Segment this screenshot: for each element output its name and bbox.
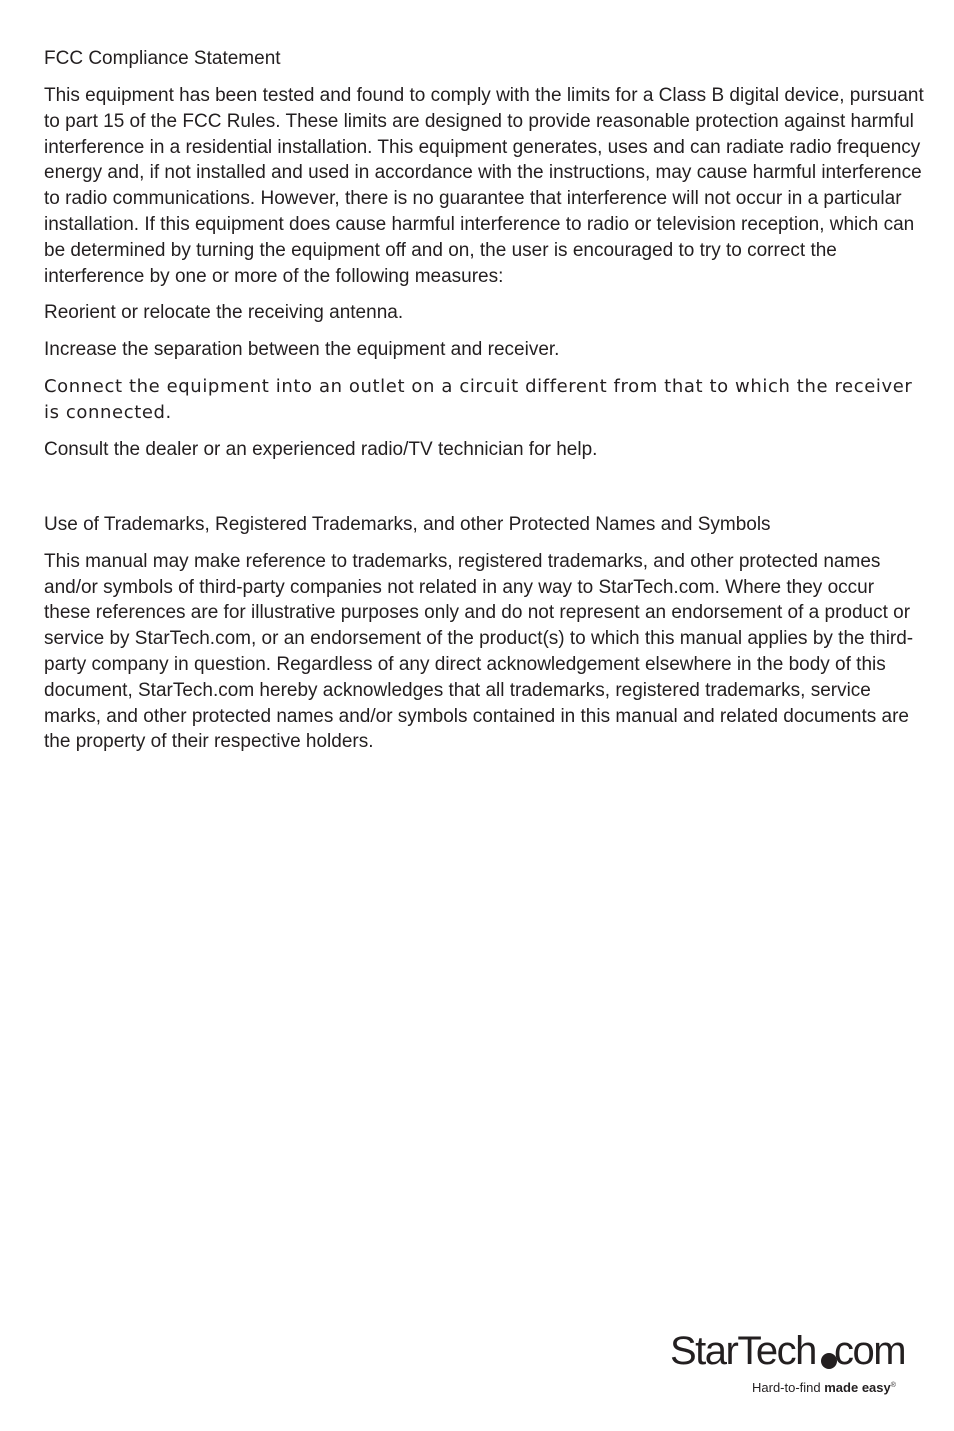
startech-logo bbox=[668, 1326, 918, 1398]
svg-text:Hard-to-find made easy®: Hard-to-find made easy® bbox=[752, 1380, 896, 1395]
fcc-measure-3: Connect the equipment into an outlet on a circuit different from that to which the receiver is connected. bbox=[44, 375, 913, 423]
fcc-measure-1: Reorient or relocate the receiving antenna. bbox=[44, 302, 404, 324]
trademarks-paragraph: This manual may make reference to trademarks, registered trademarks, and other protected names and/or symbols of third-party companies not related in any way to StarTech.com. Where they occur these references are for illustrative purposes only and do not represent an endorsement of a product or service by StarTech.com, or an endorsement of the product(s) to which this manual applies by the third-party company in question. Regardless of any direct acknowledgement elsewhere in the body of this document, StarTech.com hereby acknowledges that all trademarks, registered trademarks, service marks, and other protected names and/or symbols contained in this manual and related documents are the property of their respective holders. bbox=[44, 550, 914, 753]
trademarks-heading: Use of Trademarks, Registered Trademarks, and other Protected Names and Symbols bbox=[44, 513, 771, 535]
document-page bbox=[44, 46, 924, 766]
fcc-measure-2: Increase the separation between the equipment and receiver. bbox=[44, 339, 560, 361]
fcc-measure-4: Consult the dealer or an experienced radio/TV technician for help. bbox=[44, 438, 598, 460]
svg-text:StarTech: StarTech bbox=[670, 1329, 816, 1373]
fcc-paragraph: This equipment has been tested and found to comply with the limits for a Class B digital device, pursuant to part 15 of the FCC Rules. These limits are designed to provide reasonable protection against harmful interference in a residential installation. This equipment generates, uses and can radiate radio frequency energy and, if not installed and used in accordance with the instructions, may cause harmful interference to radio communications. However, there is no guarantee that interference will not occur in a particular installation. If this equipment does cause harmful interference to radio or television reception, which can be determined by turning the equipment off and on, the user is encouraged to try to correct the interference by one or more of the following measures: bbox=[44, 85, 924, 287]
svg-text:com: com bbox=[834, 1329, 906, 1373]
section-spacer bbox=[44, 474, 924, 512]
fcc-heading: FCC Compliance Statement bbox=[44, 48, 281, 69]
